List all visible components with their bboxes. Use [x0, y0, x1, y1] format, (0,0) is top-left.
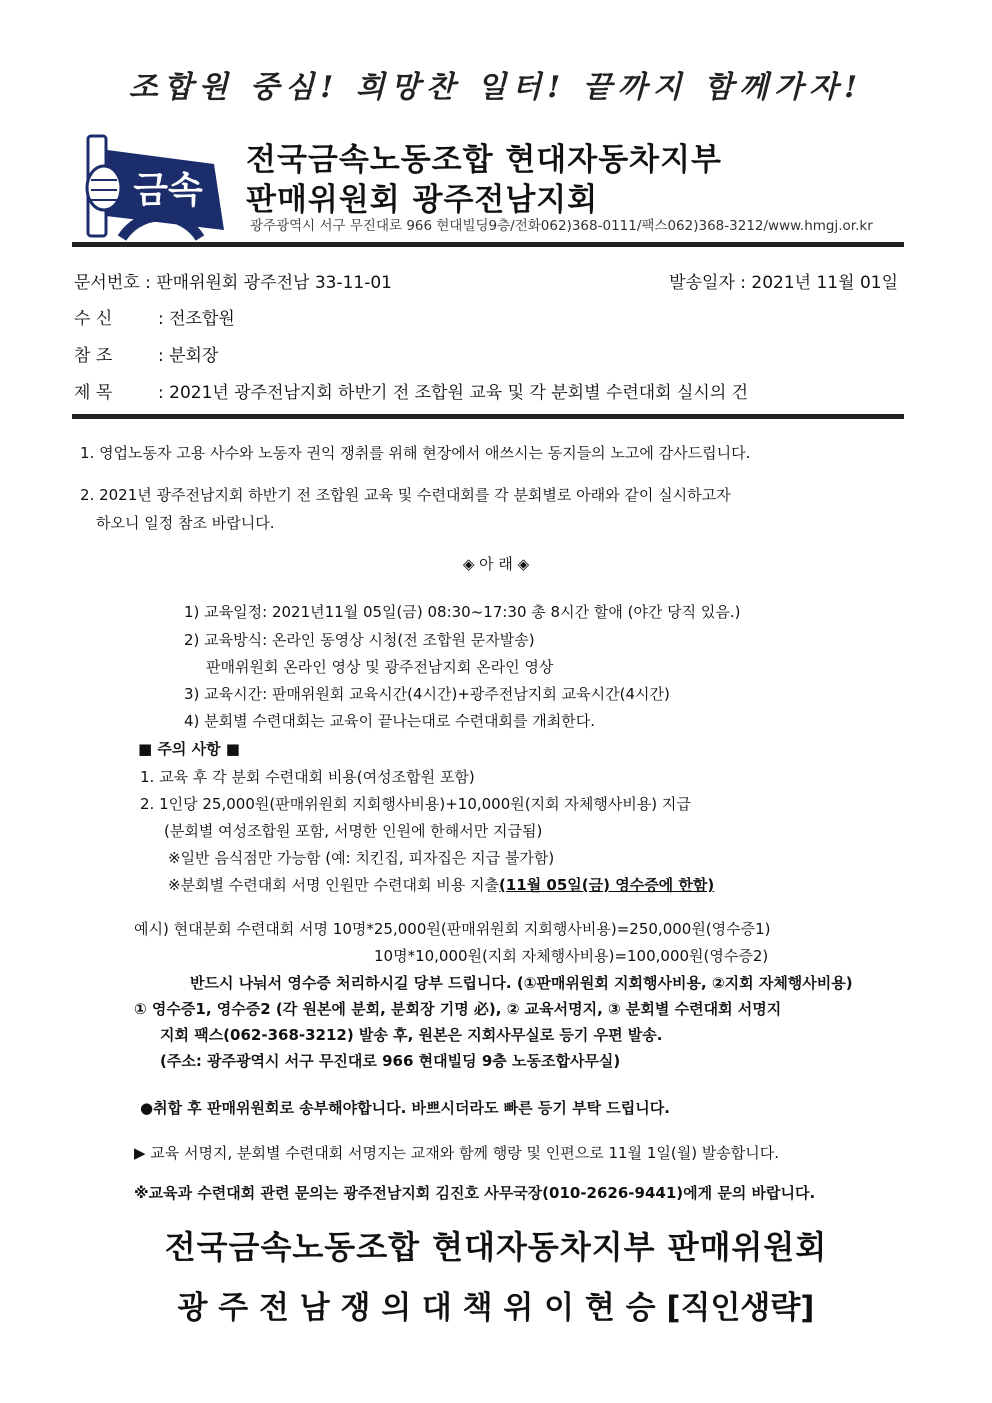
- example-2: 10명*10,000원(지회 자체행사비용)=100,000원(영수증2): [374, 947, 769, 965]
- footer-signature: 광 주 전 남 쟁 의 대 책 위 이 현 승 [직인생략]: [177, 1290, 815, 1326]
- paragraph-1: 1. 영업노동자 고용 사수와 노동자 권익 쟁취를 위해 현장에서 애쓰시는 동지들의 노고에 감사드립니다.: [80, 444, 751, 462]
- dispatch-note: ▶ 교육 서명지, 분회별 수련대회 서명지는 교재와 함께 행랑 및 인편으로 11월 1일(월) 발송합니다.: [134, 1144, 780, 1162]
- send-date: 발송일자 : 2021년 11월 01일: [669, 273, 898, 293]
- metal-union-fist-logo-icon: [82, 130, 226, 242]
- reference-value: : 분회장: [158, 346, 219, 366]
- contact-note: ※교육과 수련대회 관련 문의는 광주전남지회 김진호 사무국장(010-2626-9441)에게 문의 바랍니다.: [134, 1184, 816, 1202]
- notice-5-emphasis: (11월 05일(금) 영수증에 한함): [498, 876, 715, 894]
- example-1: 예시) 현대분회 수련대회 서명 10명*25,000원(판매위원회 지회행사비용)=250,000원(영수증1): [134, 920, 771, 938]
- item-2-cont: 판매위원회 온라인 영상 및 광주전남지회 온라인 영상: [206, 658, 554, 676]
- notice-4: ※일반 음식점만 가능함 (예: 치킨집, 피자집은 지급 불가함): [168, 849, 555, 867]
- org-address: 광주광역시 서구 무진대로 966 현대빌딩9층/전화062)368-0111/팩스062)368-3212/www.hmgj.or.kr: [250, 218, 873, 234]
- notice-5-text: ※분회별 수련대회 서명 인원만 수련대회 비용 지출: [168, 876, 499, 894]
- instruction-2: ① 영수증1, 영수증2 (각 원본에 분회, 분회장 기명 必), ② 교육서명지, ③ 분회별 수련대회 서명지: [134, 1000, 782, 1018]
- subject-label: 제 목: [74, 383, 113, 403]
- instruction-4: (주소: 광주광역시 서구 무진대로 966 현대빌딩 9층 노동조합사무실): [160, 1052, 621, 1070]
- item-4: 4) 분회별 수련대회는 교육이 끝나는대로 수련대회를 개최한다.: [184, 712, 596, 730]
- header-divider: [72, 242, 904, 247]
- below-heading: ◈ 아 래 ◈: [462, 555, 530, 573]
- paragraph-2a: 2. 2021년 광주전남지회 하반기 전 조합원 교육 및 수련대회를 각 분회별로 아래와 같이 실시하고자: [80, 486, 731, 504]
- notice-3: (분회별 여성조합원 포함, 서명한 인원에 한해서만 지급됨): [164, 822, 543, 840]
- item-3: 3) 교육시간: 판매위원회 교육시간(4시간)+광주전남지회 교육시간(4시간): [184, 685, 670, 703]
- meta-divider: [72, 414, 904, 419]
- logo-text: 금속: [133, 170, 203, 211]
- notice-title: ■ 주의 사항 ■: [138, 740, 240, 758]
- notice-1: 1. 교육 후 각 분회 수련대회 비용(여성조합원 포함): [140, 768, 475, 786]
- recipient-value: : 전조합원: [158, 309, 235, 329]
- org-name-line1: 전국금속노동조합 현대자동차지부: [246, 142, 722, 178]
- notice-5: [168, 874, 714, 895]
- instruction-1: 반드시 나눠서 영수증 처리하시길 당부 드립니다. (①판매위원회 지회행사비용, ②지회 자체행사비용): [190, 974, 853, 992]
- item-2: 2) 교육방식: 온라인 동영상 시청(전 조합원 문자발송): [184, 631, 535, 649]
- subject-value: : 2021년 광주전남지회 하반기 전 조합원 교육 및 각 분회별 수련대회 실시의 건: [158, 383, 749, 403]
- union-logo: [82, 130, 226, 242]
- instruction-3: 지회 팩스(062-368-3212) 발송 후, 원본은 지회사무실로 등기 우편 발송.: [160, 1026, 663, 1044]
- recipient-label: 수 신: [74, 309, 113, 329]
- doc-number: 문서번호 : 판매위원회 광주전남 33-11-01: [74, 273, 392, 293]
- org-name-line2: 판매위원회 광주전남지회: [246, 182, 599, 218]
- reference-label: 참 조: [74, 346, 113, 366]
- paragraph-2b: 하오니 일정 참조 바랍니다.: [96, 514, 275, 532]
- notice-2: 2. 1인당 25,000원(판매위원회 지회행사비용)+10,000원(지회 자체행사비용) 지급: [140, 795, 691, 813]
- instruction-5: ●취합 후 판매위원회로 송부해야합니다. 바쁘시더라도 빠른 등기 부탁 드립니다.: [140, 1099, 670, 1117]
- footer-org: 전국금속노동조합 현대자동차지부 판매위원회: [164, 1228, 828, 1266]
- item-1: 1) 교육일정: 2021년11월 05일(금) 08:30~17:30 총 8시간 할애 (야간 당직 있음.): [184, 603, 741, 621]
- slogan: 조합원 중심! 희망찬 일터! 끝까지 함께가자!: [128, 70, 864, 105]
